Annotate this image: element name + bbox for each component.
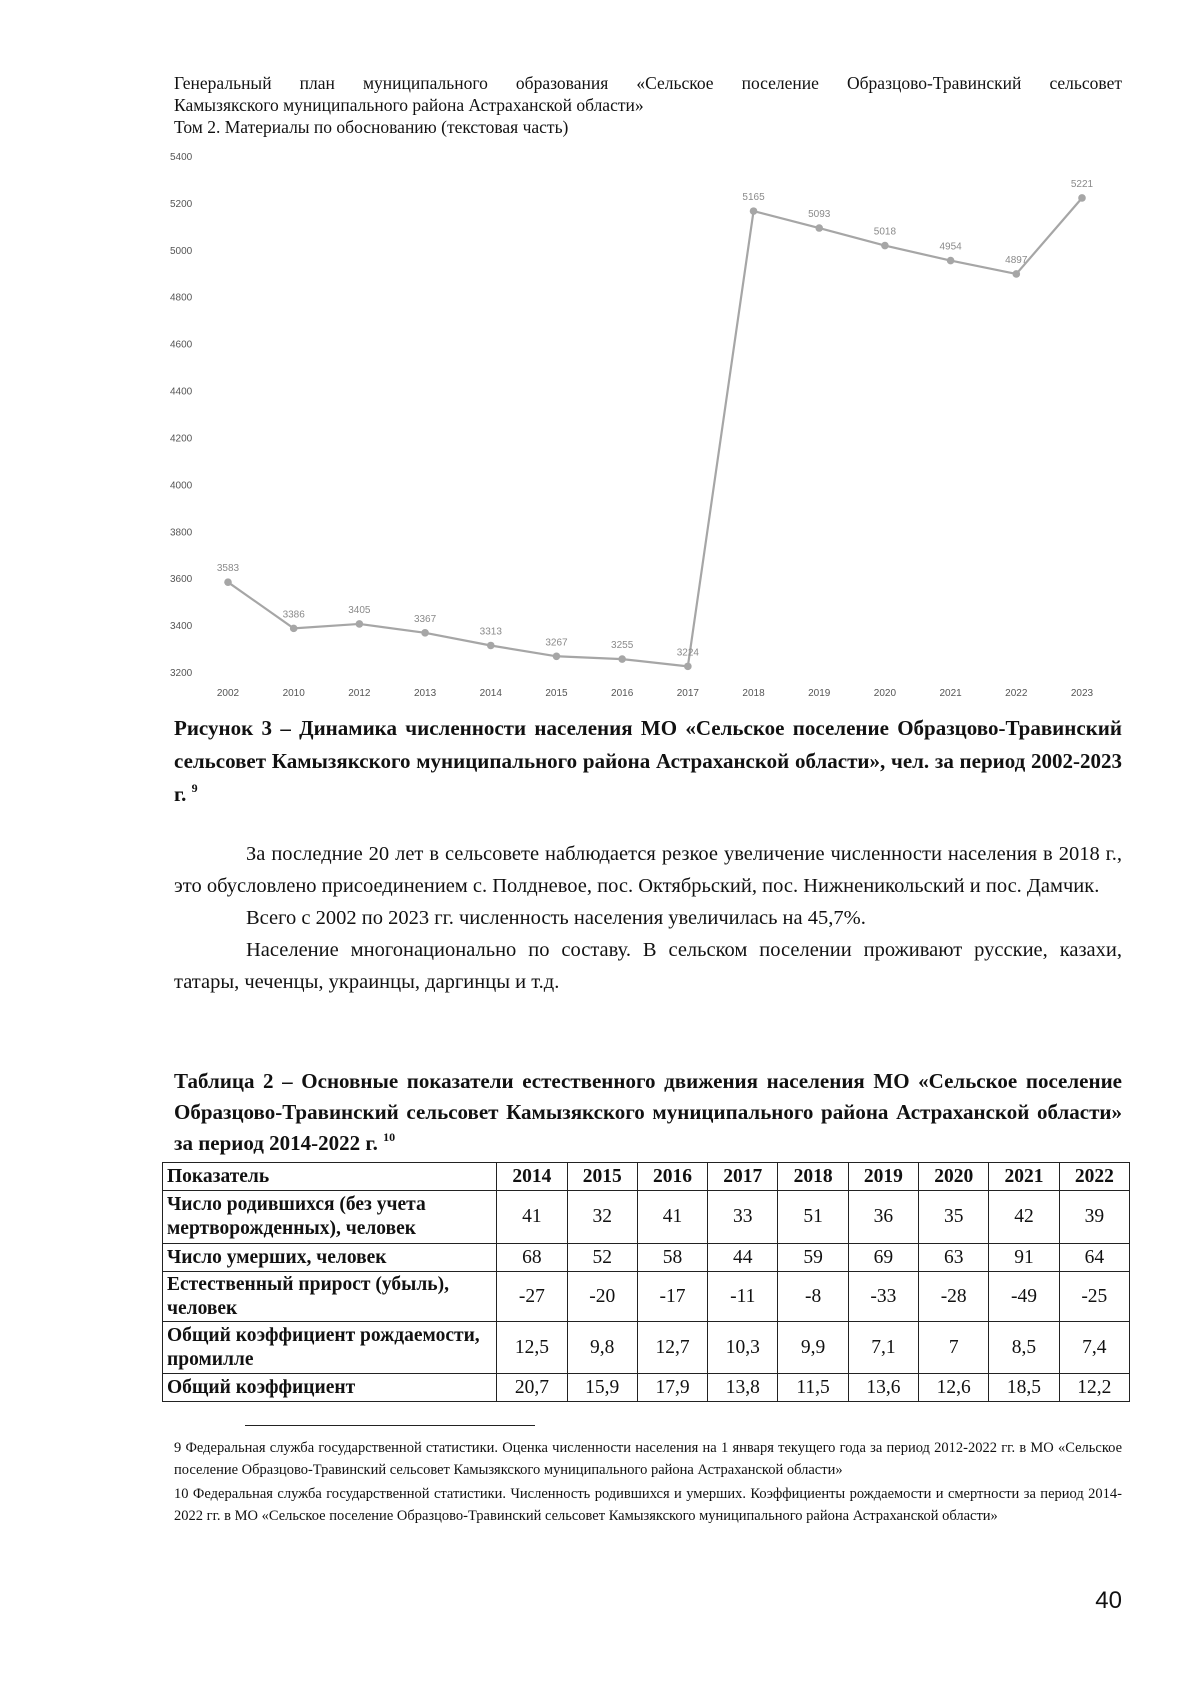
data-point	[1013, 270, 1021, 278]
cell: 12,2	[1059, 1374, 1129, 1402]
x-tick-label: 2019	[808, 688, 831, 699]
cell: 35	[919, 1191, 989, 1244]
header-cell: 2014	[497, 1163, 567, 1191]
data-point	[290, 625, 298, 633]
cell: -20	[567, 1272, 637, 1322]
paragraph-2: Всего с 2002 по 2023 гг. численность населения увеличилась на 45,7%.	[246, 907, 866, 929]
x-tick-label: 2023	[1070, 688, 1094, 699]
cell: 7,4	[1059, 1322, 1129, 1374]
header-cell: 2022	[1059, 1163, 1129, 1191]
cell: 12,6	[919, 1374, 989, 1402]
cell: -33	[848, 1272, 918, 1322]
figure-caption-text: Рисунок 3 – Динамика численности населения МО «Сельское поселение Образцово-Травинский сельсовет Камызякского муниципального района Астраханской области», чел. за период 2002-2023 г.	[174, 716, 1122, 806]
data-point	[224, 578, 232, 586]
x-tick-label: 2015	[545, 688, 568, 699]
body-text	[174, 838, 1122, 998]
footnotes	[174, 1437, 1122, 1529]
figure-caption-footnote-ref: 9	[191, 781, 198, 795]
x-tick-label: 2022	[1005, 688, 1028, 699]
cell: 63	[919, 1244, 989, 1272]
x-tick-label: 2018	[742, 688, 765, 699]
x-tick-label: 2021	[939, 688, 962, 699]
y-tick-label: 4800	[170, 292, 193, 304]
y-tick-label: 4600	[170, 339, 193, 351]
table-caption-text: Таблица 2 – Основные показатели естественного движения населения МО «Сельское поселение Образцово-Травинский сельсовет Камызякского муниципального района Астраханской области» за период 2014-2022 г.	[174, 1069, 1122, 1155]
header-cell: Показатель	[163, 1163, 497, 1191]
table-caption-footnote-ref: 10	[383, 1130, 396, 1144]
data-label: 3386	[282, 609, 305, 621]
data-point	[421, 629, 429, 637]
cell: 39	[1059, 1191, 1129, 1244]
data-point	[553, 652, 561, 660]
cell: -27	[497, 1272, 567, 1322]
data-point	[684, 663, 692, 671]
cell: 58	[637, 1244, 707, 1272]
population-line-chart	[160, 150, 1100, 710]
cell: 9,8	[567, 1322, 637, 1374]
header-cell: 2015	[567, 1163, 637, 1191]
cell: 64	[1059, 1244, 1129, 1272]
cell: 33	[708, 1191, 778, 1244]
data-label: 3313	[479, 626, 502, 638]
row-label: Число родившихся (без учета мертворожденных), человек	[163, 1191, 497, 1244]
cell: 7	[919, 1322, 989, 1374]
cell: 41	[637, 1191, 707, 1244]
table-row	[163, 1374, 1130, 1402]
y-tick-label: 4200	[170, 433, 193, 445]
header-line-2: Камызякского муниципального района Астраханской области»	[174, 95, 644, 115]
data-point	[1078, 194, 1086, 202]
x-tick-label: 2016	[611, 688, 634, 699]
cell: 7,1	[848, 1322, 918, 1374]
y-tick-label: 3800	[170, 527, 193, 539]
data-point	[356, 620, 364, 628]
data-label: 5018	[873, 226, 897, 238]
row-label: Естественный прирост (убыль), человек	[163, 1272, 497, 1322]
data-point	[815, 224, 823, 232]
cell: 10,3	[708, 1322, 778, 1374]
header-line-3: Том 2. Материалы по обоснованию (текстовая часть)	[174, 117, 569, 137]
page-number: 40	[1095, 1587, 1122, 1614]
row-label: Общий коэффициент	[163, 1374, 497, 1402]
data-label: 4897	[1005, 254, 1028, 266]
x-tick-label: 2017	[676, 688, 699, 699]
table-row	[163, 1322, 1130, 1374]
cell: 51	[778, 1191, 848, 1244]
header-cell: 2021	[989, 1163, 1059, 1191]
x-tick-label: 2014	[479, 688, 502, 699]
cell: 8,5	[989, 1322, 1059, 1374]
table-row	[163, 1191, 1130, 1244]
y-tick-label: 5200	[170, 198, 193, 210]
x-tick-label: 2012	[348, 688, 371, 699]
cell: 59	[778, 1244, 848, 1272]
paragraph-3: Население многонационально по составу. В сельском поселении проживают русские, казахи, татары, чеченцы, украинцы, даргинцы и т.д.	[174, 939, 1122, 993]
cell: -25	[1059, 1272, 1129, 1322]
cell: 11,5	[778, 1374, 848, 1402]
figure-caption	[174, 712, 1122, 811]
row-label: Число умерших, человек	[163, 1244, 497, 1272]
y-tick-label: 3400	[170, 621, 193, 633]
header-cell: 2018	[778, 1163, 848, 1191]
data-label: 5165	[742, 192, 765, 204]
cell: 36	[848, 1191, 918, 1244]
data-point	[750, 207, 758, 215]
data-label: 3224	[676, 647, 699, 659]
data-label: 3267	[545, 637, 568, 649]
data-label: 5221	[1070, 178, 1094, 190]
footnote-9: 9 Федеральная служба государственной статистики. Оценка численности населения на 1 января текущего года за период 2012-2022 гг. в МО «Сельское поселение Образцово-Травинский сельсовет Камызякского муниципального района Астраханской области»	[174, 1440, 1122, 1478]
table-caption	[174, 1066, 1122, 1159]
data-label: 5093	[808, 209, 831, 221]
cell: -8	[778, 1272, 848, 1322]
x-tick-label: 2002	[216, 688, 240, 699]
x-tick-label: 2013	[413, 688, 437, 699]
data-label: 3583	[216, 563, 240, 575]
cell: 13,6	[848, 1374, 918, 1402]
cell: 17,9	[637, 1374, 707, 1402]
y-tick-label: 5400	[170, 152, 193, 163]
cell: 12,7	[637, 1322, 707, 1374]
footnote-10: 10 Федеральная служба государственной статистики. Численность родившихся и умерших. Коэффициенты рождаемости и смертности за период 2014-2022 гг. в МО «Сельское поселение Образцово-Травинский сельсовет Камызякского муниципального района Астраханской области»	[174, 1486, 1122, 1524]
data-point	[947, 257, 955, 265]
header-cell: 2019	[848, 1163, 918, 1191]
cell: -49	[989, 1272, 1059, 1322]
header-cell: 2017	[708, 1163, 778, 1191]
y-tick-label: 5000	[170, 245, 193, 257]
y-tick-label: 3200	[170, 668, 193, 679]
cell: 91	[989, 1244, 1059, 1272]
data-label: 3405	[348, 604, 371, 616]
table-row	[163, 1272, 1130, 1322]
cell: -11	[708, 1272, 778, 1322]
y-tick-label: 3600	[170, 574, 193, 586]
cell: 68	[497, 1244, 567, 1272]
cell: 9,9	[778, 1322, 848, 1374]
cell: -28	[919, 1272, 989, 1322]
y-tick-label: 4000	[170, 480, 193, 492]
data-point	[881, 242, 889, 250]
data-label: 3255	[611, 640, 634, 652]
cell: 13,8	[708, 1374, 778, 1402]
cell: 44	[708, 1244, 778, 1272]
cell: 18,5	[989, 1374, 1059, 1402]
series-line	[228, 198, 1082, 666]
data-point	[618, 655, 626, 663]
cell: 20,7	[497, 1374, 567, 1402]
header-cell: 2016	[637, 1163, 707, 1191]
table-header-row	[163, 1163, 1130, 1191]
data-label: 4954	[939, 241, 962, 253]
cell: 52	[567, 1244, 637, 1272]
x-tick-label: 2020	[873, 688, 897, 699]
cell: 42	[989, 1191, 1059, 1244]
cell: 41	[497, 1191, 567, 1244]
header-cell: 2020	[919, 1163, 989, 1191]
paragraph-1: За последние 20 лет в сельсовете наблюдается резкое увеличение численности населения в 2018 г., это обусловлено присоединением с. Полдневое, пос. Октябрьский, пос. Нижненикольский и пос. Дамчик.	[174, 843, 1122, 897]
x-tick-label: 2010	[282, 688, 305, 699]
table-row	[163, 1244, 1130, 1272]
cell: 12,5	[497, 1322, 567, 1374]
cell: -17	[637, 1272, 707, 1322]
header-line-1: Генеральный план муниципального образования «Сельское поселение Образцово-Травинский сельсовет	[174, 73, 1122, 93]
cell: 15,9	[567, 1374, 637, 1402]
cell: 69	[848, 1244, 918, 1272]
row-label: Общий коэффициент рождаемости, промилле	[163, 1322, 497, 1374]
footnote-separator	[245, 1425, 535, 1426]
cell: 32	[567, 1191, 637, 1244]
y-tick-label: 4400	[170, 386, 193, 398]
data-point	[487, 642, 495, 650]
running-header	[174, 72, 1122, 138]
data-label: 3367	[413, 613, 437, 625]
natural-movement-table	[162, 1162, 1130, 1402]
